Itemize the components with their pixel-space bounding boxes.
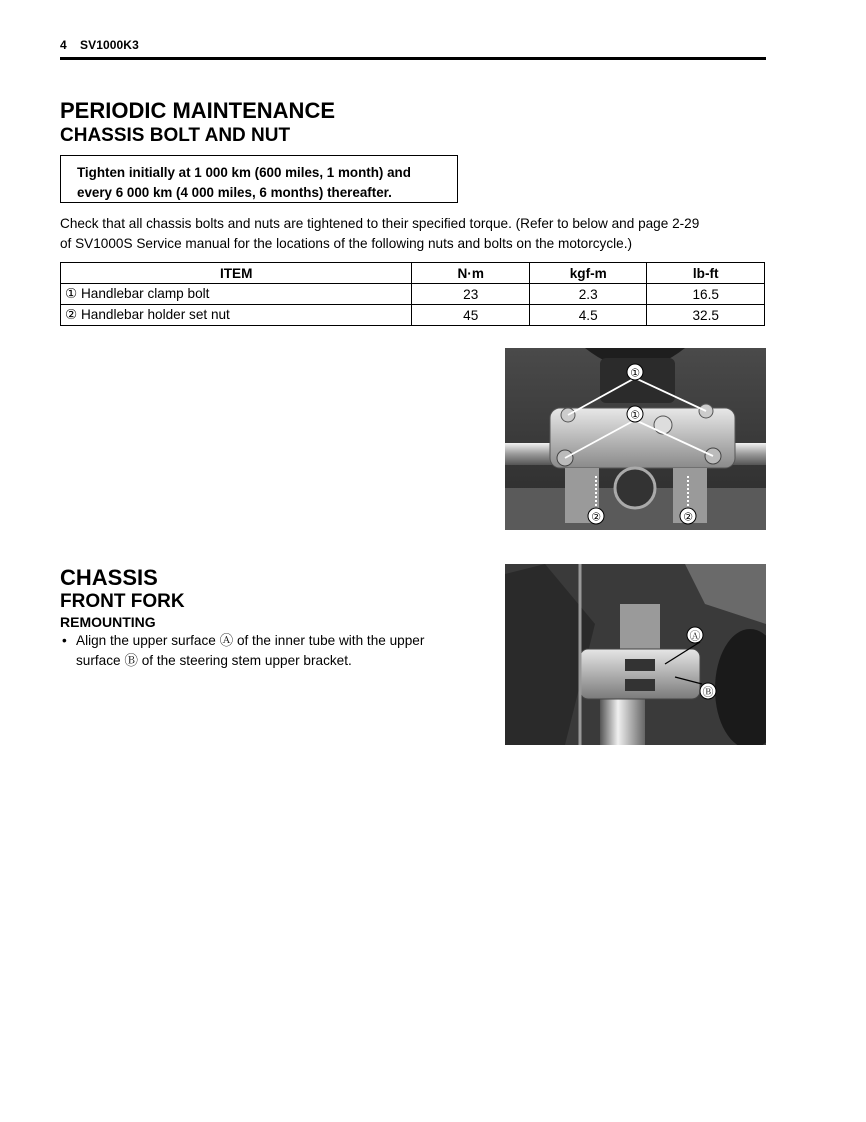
section-title-periodic-maintenance: PERIODIC MAINTENANCE — [60, 98, 336, 123]
paragraph-line-1: Check that all chassis bolts and nuts are tightened to their specified torque. (Refer to below and page 2-29 — [60, 216, 700, 231]
page-header — [60, 37, 766, 60]
col-header-lbft: lb-ft — [647, 263, 765, 284]
callout-1-middle: ① — [630, 408, 640, 422]
handlebar-clamp-photo — [505, 348, 766, 530]
cell-nm: 45 — [412, 305, 530, 326]
torque-table — [60, 262, 765, 326]
subheading-remounting: REMOUNTING — [60, 614, 156, 630]
col-header-item: ITEM — [61, 263, 412, 284]
subsection-title-chassis-bolt-nut: CHASSIS BOLT AND NUT — [60, 125, 291, 146]
cell-lbft: 32.5 — [647, 305, 765, 326]
table-row — [61, 284, 765, 305]
callout-a: Ⓐ — [689, 629, 701, 643]
bullet-line-1: Align the upper surface Ⓐ of the inner tube with the upper — [76, 633, 425, 648]
cell-lbft: 16.5 — [647, 284, 765, 305]
model-name: SV1000K3 — [80, 38, 139, 52]
torque-table-header-row — [61, 263, 765, 284]
paragraph-line-2: of SV1000S Service manual for the locations of the following nuts and bolts on the motorcycle.) — [60, 236, 633, 251]
cell-nm: 23 — [412, 284, 530, 305]
col-header-kgf: kgf-m — [529, 263, 646, 284]
cell-kgf: 4.5 — [529, 305, 646, 326]
maintenance-interval-box — [60, 155, 458, 203]
subsection-title-front-fork: FRONT FORK — [60, 591, 185, 612]
torque-instruction-paragraph — [60, 214, 766, 254]
callout-2-right: ② — [683, 510, 693, 524]
page-number: 4 — [60, 38, 67, 52]
remounting-bullet — [62, 631, 482, 671]
col-header-nm: N·m — [412, 263, 530, 284]
cell-item: ② Handlebar holder set nut — [61, 305, 412, 326]
table-row — [61, 305, 765, 326]
interval-line-2: every 6 000 km (4 000 miles, 6 months) thereafter. — [77, 185, 392, 200]
bullet-text — [76, 631, 482, 671]
interval-line-1: Tighten initially at 1 000 km (600 miles, 1 month) and — [77, 165, 411, 180]
section-title-chassis: CHASSIS — [60, 565, 158, 590]
callout-2-left: ② — [591, 510, 601, 524]
front-fork-photo — [505, 564, 766, 745]
bullet-line-2: surface Ⓑ of the steering stem upper bracket. — [76, 653, 352, 668]
callout-1-top: ① — [630, 366, 640, 380]
callout-b: Ⓑ — [702, 685, 714, 699]
cell-item: ① Handlebar clamp bolt — [61, 284, 412, 305]
cell-kgf: 2.3 — [529, 284, 646, 305]
bullet-dot: • — [62, 633, 67, 648]
